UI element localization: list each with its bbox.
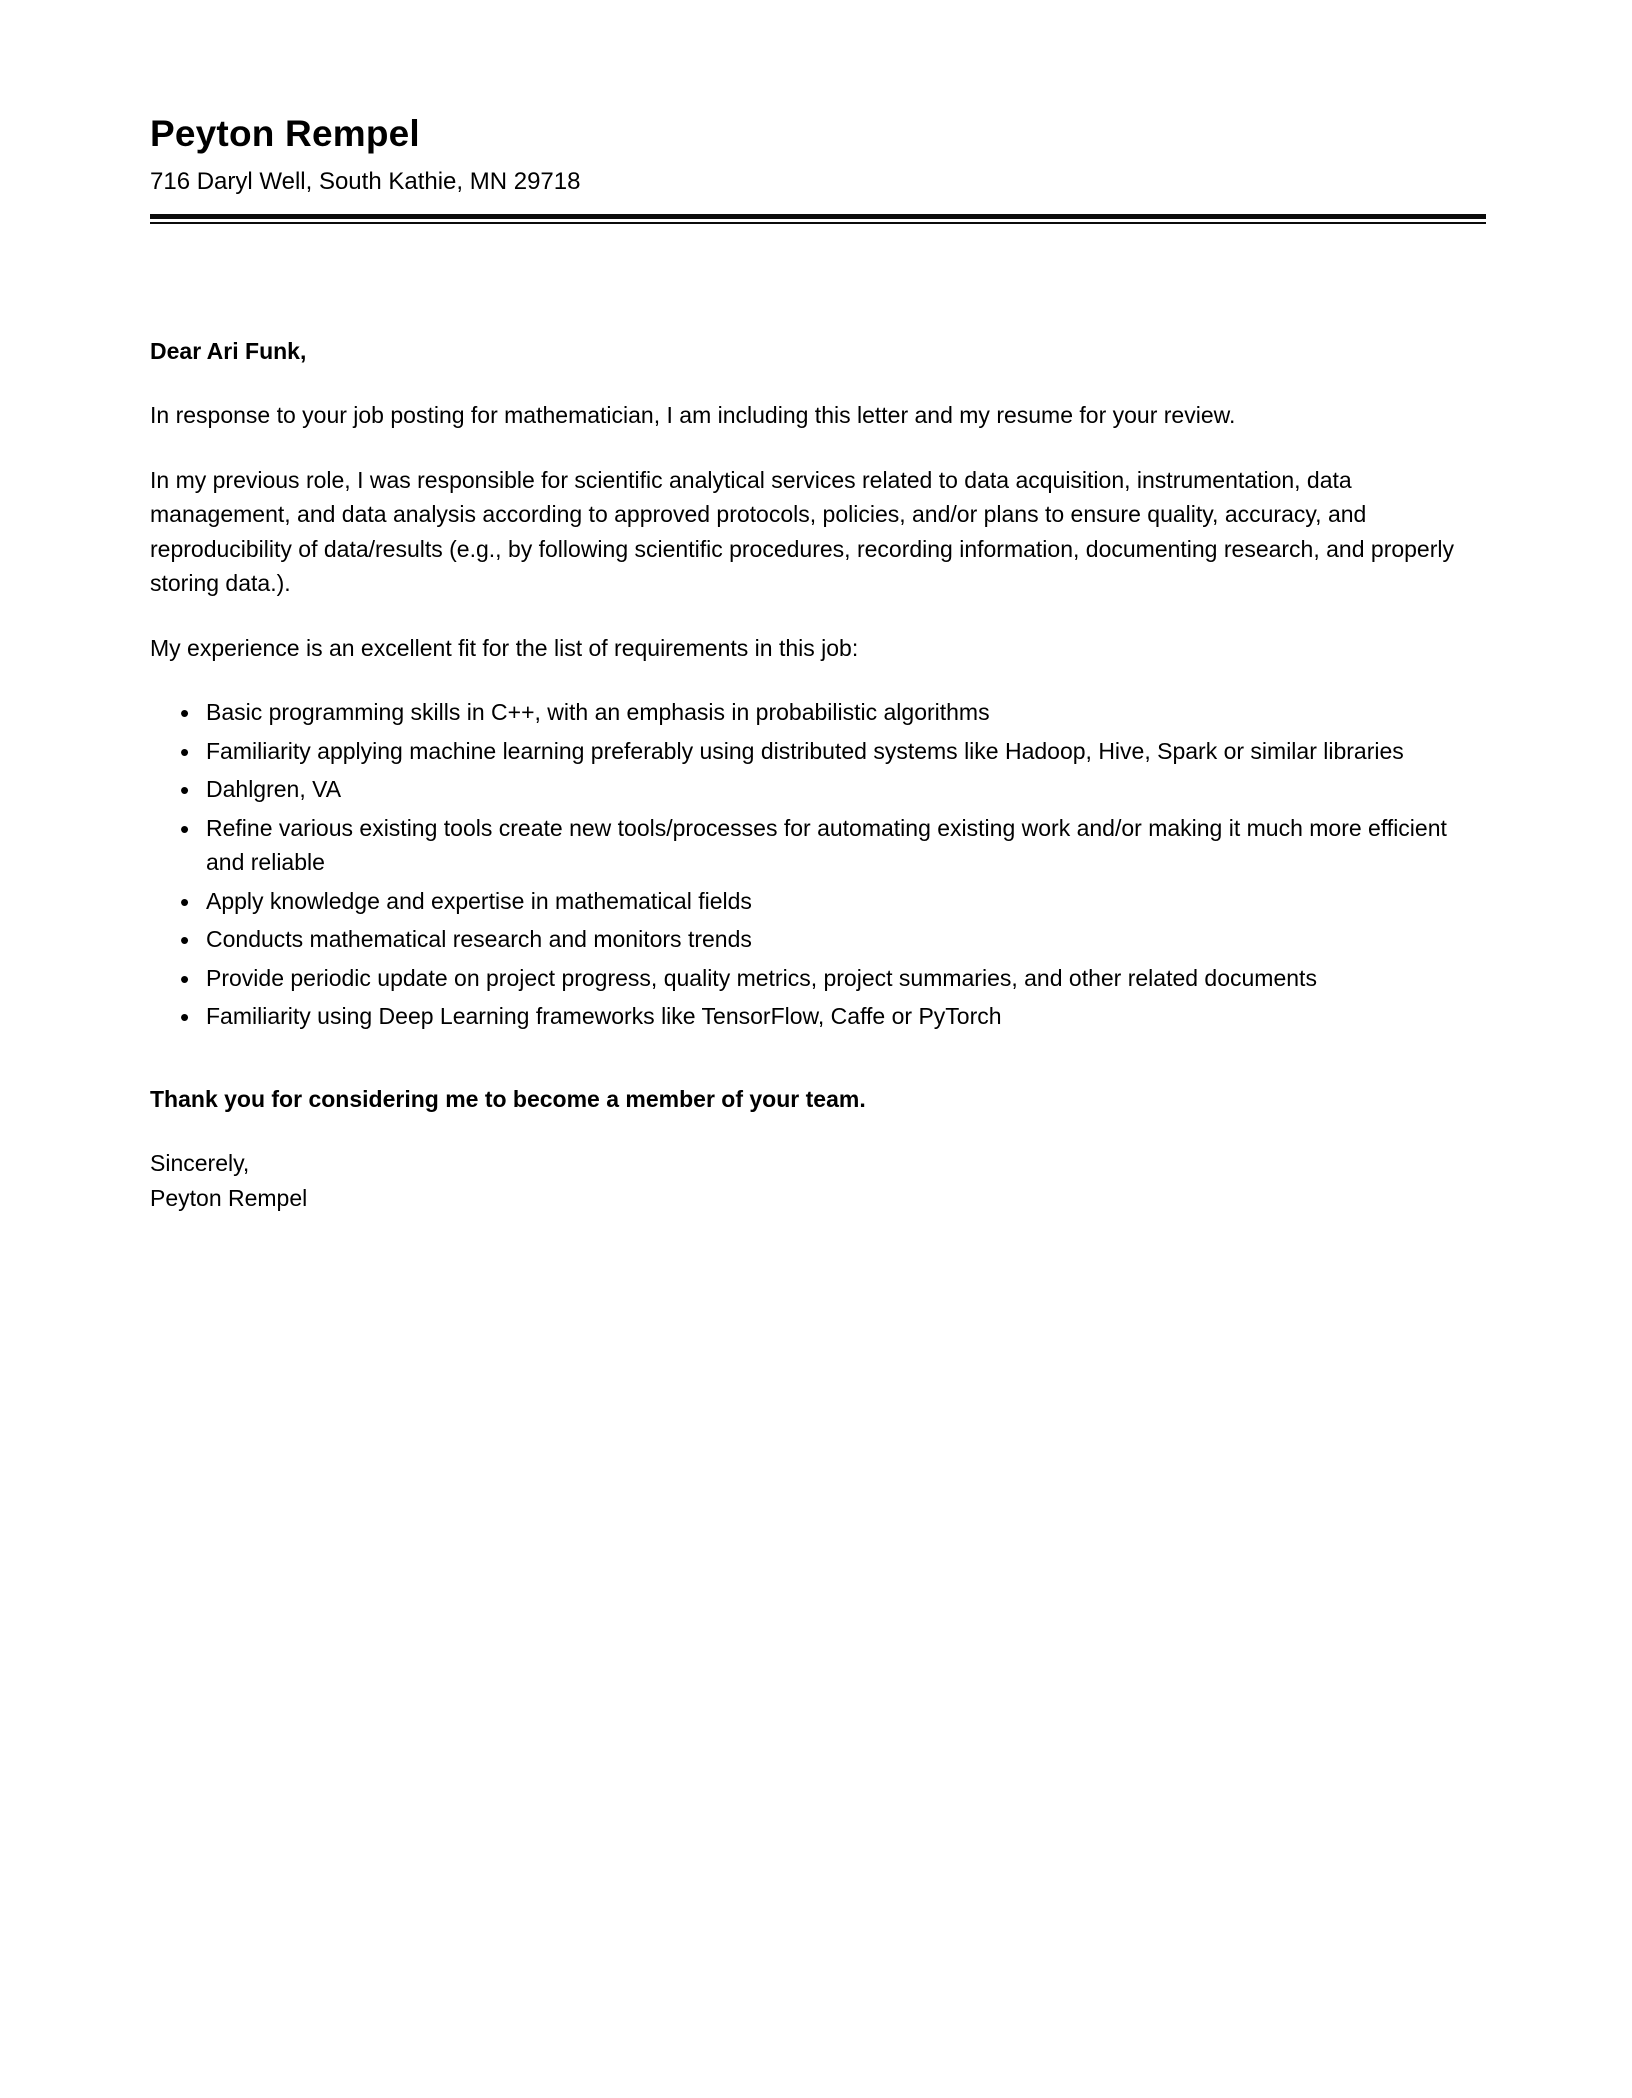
- sender-name: Peyton Rempel: [150, 113, 420, 154]
- paragraph-intro: In response to your job posting for mathematician, I am including this letter and my resume for your review.: [150, 402, 1236, 429]
- sender-address: 716 Daryl Well, South Kathie, MN 29718: [150, 168, 581, 196]
- list-item: • Familiarity using Deep Learning frameworks like TensorFlow, Caffe or PyTorch: [180, 999, 1486, 1034]
- letter-body: [150, 334, 1486, 1216]
- signature-name: Peyton Rempel: [150, 1184, 308, 1211]
- list-item: • Basic programming skills in C++, with an emphasis in probabilistic algorithms: [180, 695, 1486, 730]
- list-item: • Conducts mathematical research and monitors trends: [180, 922, 1486, 957]
- list-item: • Apply knowledge and expertise in mathematical fields: [180, 884, 1486, 919]
- list-item: • Familiarity applying machine learning preferably using distributed systems like Hadoop, Hive, Spark or similar libraries: [180, 734, 1486, 769]
- signoff: Sincerely,: [150, 1150, 250, 1177]
- header-divider: [150, 214, 1486, 224]
- requirements-list: [150, 695, 1486, 1034]
- salutation: Dear Ari Funk,: [150, 337, 307, 364]
- paragraph-previous-role: In my previous role, I was responsible for scientific analytical services related to data acquisition, instrumentation, data management, and data analysis according to approved protocols, policies, and/or plans to ensure quality, accuracy, and reproducibility of data/results (e.g., by following scientific procedures, recording information, documenting research, and properly storing data.).: [150, 466, 1454, 597]
- closing-statement: Thank you for considering me to become a member of your team.: [150, 1085, 866, 1112]
- list-item: • Refine various existing tools create new tools/processes for automating existing work and/or making it much more efficient and reliable: [180, 811, 1486, 880]
- list-item: • Provide periodic update on project progress, quality metrics, project summaries, and other related documents: [180, 961, 1486, 996]
- paragraph-experience-fit: My experience is an excellent fit for the list of requirements in this job:: [150, 634, 859, 661]
- letter-header: [150, 112, 1486, 224]
- list-item: • Dahlgren, VA: [180, 772, 1486, 807]
